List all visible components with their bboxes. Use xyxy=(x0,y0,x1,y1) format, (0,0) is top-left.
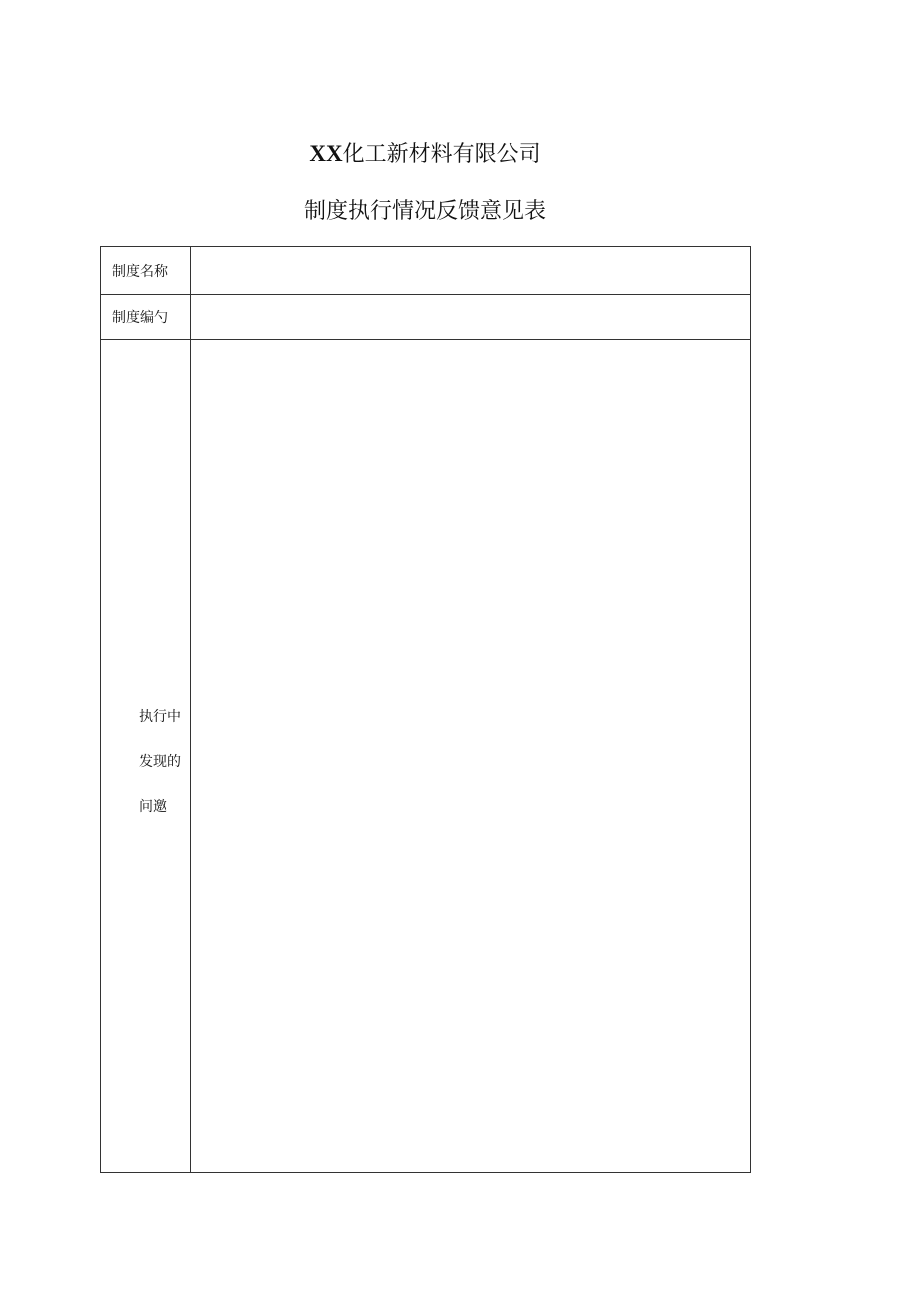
company-title xyxy=(0,138,850,171)
system-name-label: 制度名称 xyxy=(101,247,191,295)
system-code-field[interactable] xyxy=(191,295,751,340)
table-row xyxy=(101,247,751,295)
company-prefix: XX xyxy=(309,141,343,166)
issues-label-line: 执行中 xyxy=(139,709,181,725)
system-name-field[interactable] xyxy=(191,247,751,295)
form-title: 制度执行情况反馈意见表 xyxy=(303,199,546,224)
table-row xyxy=(101,340,751,1173)
feedback-form-table xyxy=(100,246,751,1173)
table-row xyxy=(101,295,751,340)
system-code-label: 制度编勺 xyxy=(101,295,191,340)
issues-field[interactable] xyxy=(191,340,751,1173)
issues-label-line: 问邀 xyxy=(139,799,167,815)
company-name: 化工新材料有限公司 xyxy=(342,142,541,167)
issues-label xyxy=(139,695,181,830)
issues-label-cell xyxy=(101,340,191,1173)
issues-label-line: 发现的 xyxy=(139,754,181,770)
